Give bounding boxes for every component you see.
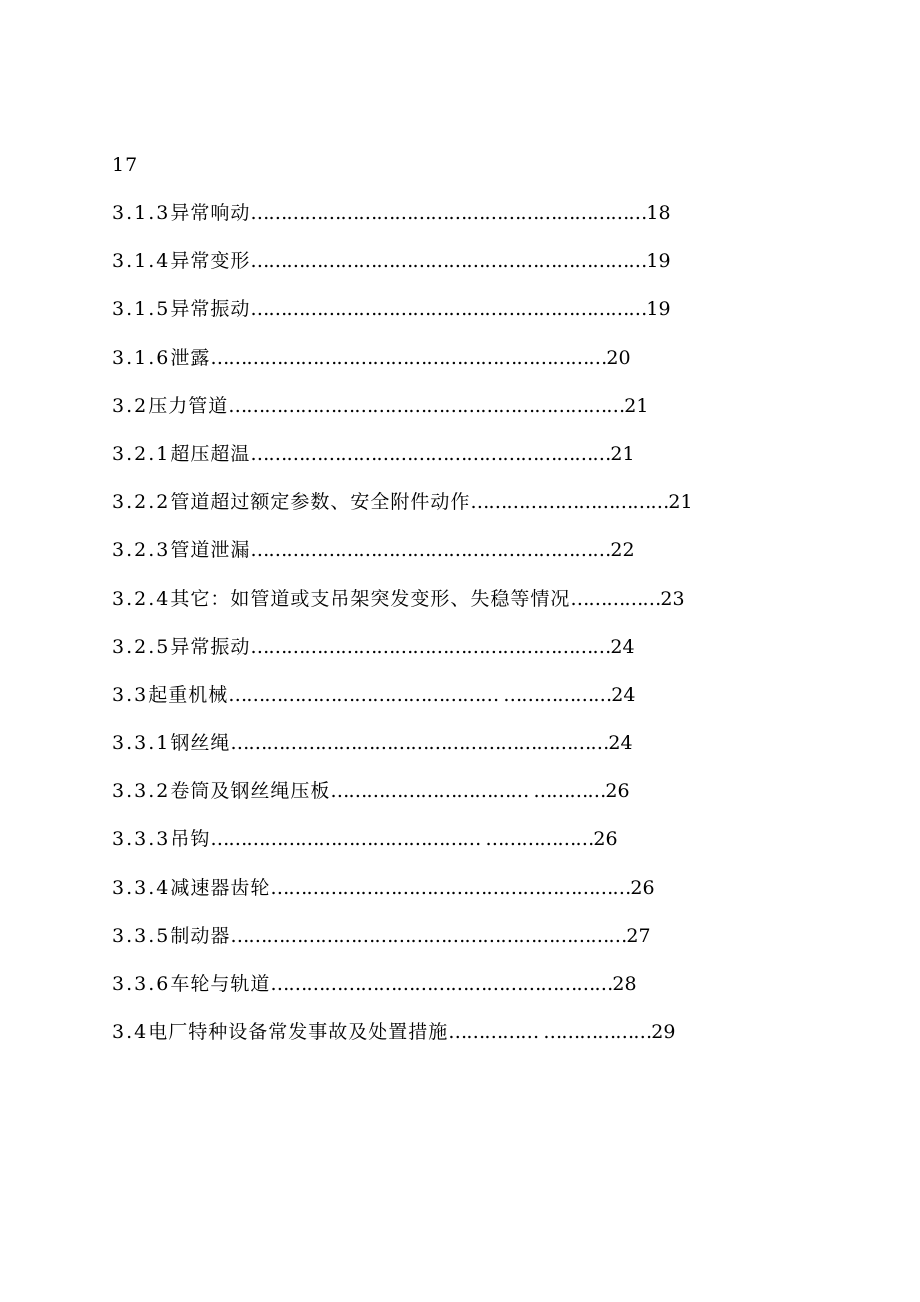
toc-entry-number: 3.4 (112, 1021, 149, 1044)
toc-entry-leader: …………………………………………………… (270, 876, 631, 899)
toc-entry-page: 20 (606, 346, 631, 369)
toc-entry (112, 200, 752, 248)
toc-entry-number: 3.1.3 (112, 202, 171, 224)
toc-entry-page: 26 (593, 828, 618, 851)
toc-entry (112, 826, 752, 874)
toc-entry (112, 778, 752, 826)
toc-entry-number: 3.2.5 (112, 635, 171, 658)
toc-entry-number: 3.3 (112, 683, 149, 706)
toc-entry-title: 吊钩 (170, 828, 211, 851)
toc-entry-title: 起重机械 (148, 683, 229, 706)
page-number-top: 17 (112, 154, 139, 176)
toc-entry (112, 682, 752, 730)
toc-entry-page: 24 (611, 683, 636, 706)
toc-entry (112, 296, 752, 344)
toc-entry-page: 26 (630, 876, 655, 899)
toc-entry (112, 345, 752, 393)
toc-entry (112, 586, 752, 634)
toc-entry-title: 其它：如管道或支吊架突发变形、失稳等情况 (170, 587, 571, 610)
toc-entry-page: 19 (646, 298, 671, 321)
toc-entry (112, 875, 752, 923)
toc-entry-leader: ………………………………………………………… (250, 202, 647, 224)
toc-entry-number: 3.2.1 (112, 442, 171, 465)
toc-entry-title: 异常响动 (170, 202, 251, 224)
toc-entry-title: 钢丝绳 (170, 732, 231, 755)
toc-entry-number: 3.1.5 (112, 298, 171, 321)
toc-entry-leader: ………………………………………………………… (230, 924, 627, 947)
toc-entry (112, 923, 752, 971)
toc-entry-page: 22 (610, 539, 635, 562)
toc-entry-page: 19 (646, 250, 671, 273)
toc-entry-leader: …………… (570, 587, 661, 610)
toc-entry-leader: ………………………………………………………… (210, 346, 607, 369)
toc-entry-leader: ……………………………………… ……………… (228, 683, 612, 706)
toc-entry-leader: …………………………………………………… (250, 539, 611, 562)
toc-entry-title: 异常振动 (170, 298, 251, 321)
toc-entry (112, 248, 752, 296)
toc-entry (112, 489, 752, 537)
toc-entry-title: 车轮与轨道 (170, 973, 271, 995)
toc-entry-page: 24 (608, 732, 633, 755)
toc-entry-leader: ……………………………………… ……………… (210, 828, 594, 851)
toc-entry-page: 18 (646, 202, 671, 224)
toc-entry-leader: …………………………………………………… (250, 635, 611, 658)
toc-entry-number: 3.3.5 (112, 924, 171, 947)
toc-entry (112, 537, 752, 585)
toc-entry-number: 3.1.6 (112, 346, 171, 369)
toc-entry-leader: …………………………… ………… (330, 780, 606, 803)
toc-entry-page: 26 (605, 780, 630, 803)
toc-entry-leader: ………………………………………………………… (228, 394, 625, 417)
toc-entry-title: 管道泄漏 (170, 539, 251, 562)
toc-entry-number: 3.3.3 (112, 828, 171, 851)
toc-entry-title: 超压超温 (170, 442, 251, 465)
toc-entry-title: 减速器齿轮 (170, 876, 271, 899)
toc-entry-leader: ………………………………………………………… (250, 250, 647, 273)
toc-entry-number: 3.3.1 (112, 732, 171, 755)
toc-entry-number: 3.3.6 (112, 973, 171, 995)
toc-entry-title: 泄露 (170, 346, 211, 369)
toc-entry-leader: ………………………………………………………… (250, 298, 647, 321)
toc-entry (112, 730, 752, 778)
toc-entry-number: 3.3.4 (112, 876, 171, 899)
toc-entry-page: 28 (612, 973, 637, 995)
toc-entry (112, 441, 752, 489)
toc-entry-number: 3.2.2 (112, 491, 171, 514)
toc-entry (112, 1019, 752, 1067)
toc-entry-page: 21 (668, 491, 693, 514)
table-of-contents (112, 200, 752, 1067)
toc-entry (112, 971, 752, 1019)
toc-entry-page: 24 (610, 635, 635, 658)
toc-entry-title: 卷筒及钢丝绳压板 (170, 780, 331, 803)
toc-entry-leader: …………………………… (470, 491, 669, 514)
toc-entry (112, 393, 752, 441)
toc-entry-title: 异常变形 (170, 250, 251, 273)
toc-entry-page: 23 (660, 587, 685, 610)
toc-entry-title: 电厂特种设备常发事故及处置措施 (148, 1021, 449, 1044)
toc-entry-page: 29 (651, 1021, 676, 1044)
toc-entry-number: 3.2.4 (112, 587, 171, 610)
toc-entry-title: 异常振动 (170, 635, 251, 658)
toc-entry-number: 3.3.2 (112, 780, 171, 803)
toc-entry-title: 制动器 (170, 924, 231, 947)
toc-entry-number: 3.2 (112, 394, 149, 417)
toc-entry-leader: …………… ……………… (448, 1021, 652, 1044)
toc-entry-number: 3.2.3 (112, 539, 171, 562)
toc-entry-page: 21 (624, 394, 649, 417)
toc-entry-leader: ………………………………………………… (270, 973, 613, 995)
toc-entry-leader: ……………………………………………………… (230, 732, 609, 755)
toc-entry (112, 634, 752, 682)
toc-entry-title: 管道超过额定参数、安全附件动作 (170, 491, 471, 514)
toc-entry-leader: …………………………………………………… (250, 442, 611, 465)
toc-entry-page: 27 (626, 924, 651, 947)
toc-entry-page: 21 (610, 442, 635, 465)
toc-entry-title: 压力管道 (148, 394, 229, 417)
toc-entry-number: 3.1.4 (112, 250, 171, 273)
